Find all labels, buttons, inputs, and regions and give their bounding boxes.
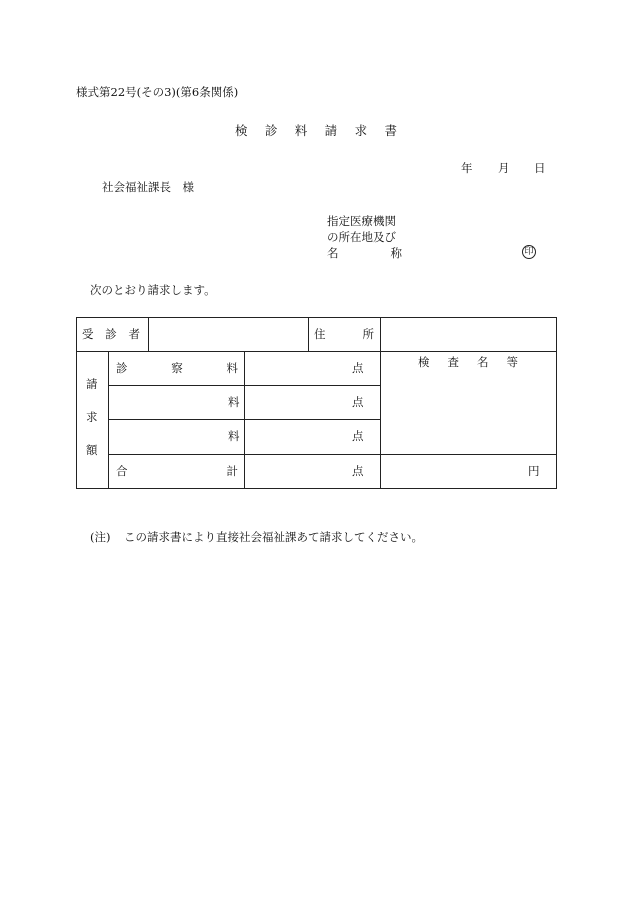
addressee: 社会福祉課長 様	[102, 180, 194, 194]
yen-unit: 円	[528, 464, 540, 478]
fee-char: 察	[171, 361, 183, 375]
total-label	[116, 464, 238, 478]
fee-label: 料	[228, 429, 240, 443]
points-unit: 点	[352, 395, 364, 409]
patient-label	[82, 327, 140, 341]
title-char: 請	[324, 123, 338, 138]
exam-name-label	[418, 355, 518, 369]
exam-char: 査	[447, 355, 459, 369]
title-char: 書	[384, 123, 397, 138]
fee-char: 料	[226, 361, 238, 375]
total-char: 計	[226, 464, 238, 478]
seal-mark: 印	[522, 245, 536, 259]
title-char: 料	[294, 123, 308, 138]
points-unit: 点	[352, 429, 364, 443]
address-field[interactable]	[382, 319, 554, 350]
exam-char: 等	[506, 355, 518, 369]
fee-char: 診	[116, 361, 128, 375]
claim-char: 請	[86, 377, 98, 391]
applicant-line2: の所在地及び	[327, 230, 396, 244]
address-char: 所	[362, 327, 374, 341]
fee-label: 料	[228, 395, 240, 409]
date-day: 日	[534, 161, 546, 175]
title-char: 求	[354, 123, 368, 138]
patient-char: 者	[128, 327, 140, 341]
patient-char: 受	[82, 327, 94, 341]
patient-char: 診	[105, 327, 117, 341]
applicant-line1: 指定医療機関	[327, 214, 396, 228]
name-char: 名	[327, 246, 339, 260]
title-char: 診	[264, 123, 278, 138]
intro-text: 次のとおり請求します。	[90, 283, 216, 297]
note-text: この請求書により直接社会福祉課あて請求してください。	[124, 530, 423, 544]
note-label: (注)	[90, 530, 111, 544]
claim-table	[76, 317, 557, 489]
applicant-name-label	[327, 246, 402, 260]
patient-name-field[interactable]	[150, 319, 306, 350]
points-unit: 点	[352, 361, 364, 375]
claim-char: 額	[86, 443, 98, 457]
form-number: 様式第22号(その3)(第6条関係)	[76, 85, 239, 99]
name-char: 称	[390, 246, 402, 260]
claim-char: 求	[86, 410, 98, 424]
claim-amount-label	[86, 377, 100, 457]
date-month: 月	[498, 161, 510, 175]
date-year: 年	[461, 161, 473, 175]
title-char: 検	[235, 123, 248, 138]
exam-char: 名	[477, 355, 489, 369]
exam-char: 検	[418, 355, 430, 369]
points-unit: 点	[352, 464, 364, 478]
address-label	[314, 327, 374, 341]
total-char: 合	[116, 464, 128, 478]
document-title	[235, 124, 397, 138]
exam-fee-label	[116, 361, 238, 375]
address-char: 住	[314, 327, 326, 341]
